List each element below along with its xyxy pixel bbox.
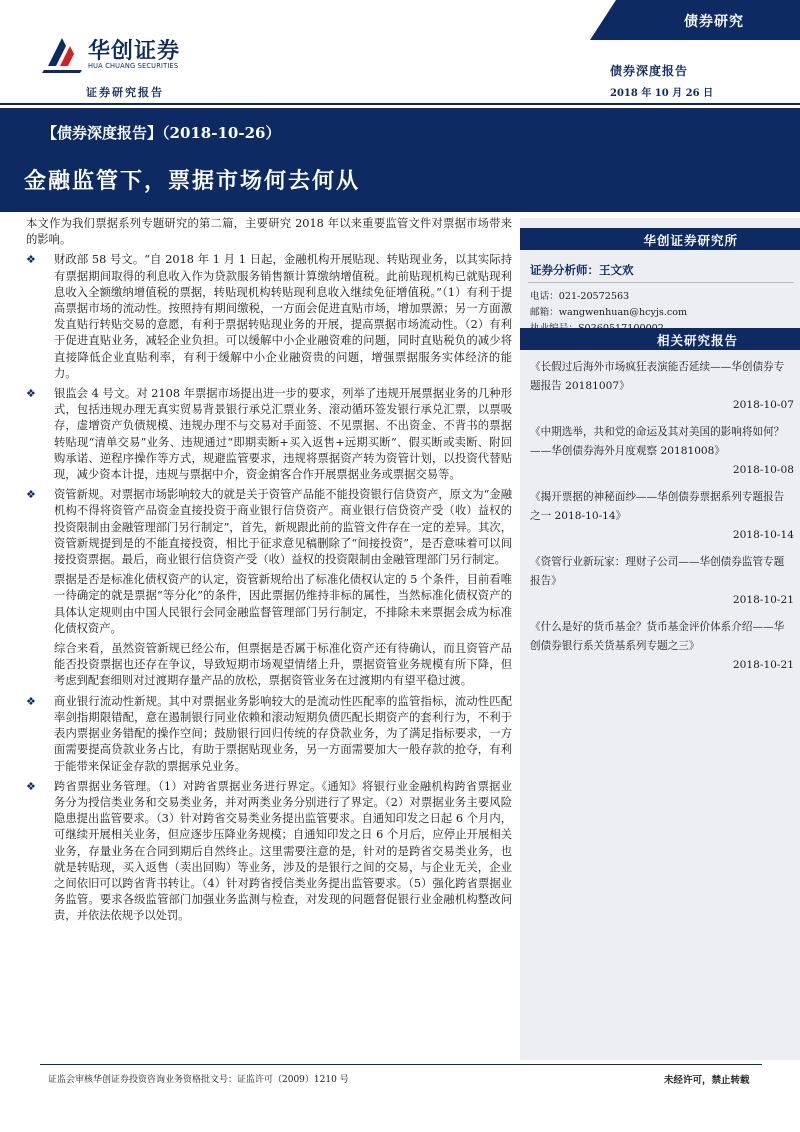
- bullet-item: [26, 487, 512, 689]
- document-date: 2018 年 10 月 26 日: [610, 88, 714, 99]
- analyst-email[interactable]: 邮箱：wangwenhuan@hcyjs.com: [530, 307, 688, 318]
- company-logo: [40, 32, 190, 80]
- report-tag: 【债券深度报告】（2018-10-26）: [42, 124, 281, 142]
- related-report-date: 2018-10-21: [732, 594, 794, 606]
- related-report-title[interactable]: 《什么是好的货币基金？货币基金评价体系介绍——华创债券银行系关货基系列专题之三》: [530, 621, 785, 652]
- related-report-title[interactable]: 《中期选举，共和党的命运及其对美国的影响将如何？——华创债券海外月度观察 20181008》: [530, 426, 785, 457]
- list-item[interactable]: [530, 358, 794, 415]
- related-reports-header: [520, 328, 800, 350]
- bullet-text: 跨省票据业务管理。（1）对跨省票据业务进行界定。《通知》将银行业金融机构跨省票据业务分为授信类业务和交易类业务，并对两类业务分别进行了界定。（2）对票据业务主要风险隐患提出监管要求。（3）针对跨省交易类业务提出监管要求。自通知印发之日起 6 个月内，可继续开展相关业务，但应逐步压降业务规模；自通知印发之日 6 个月后，应停止开展相关业务，存量业务在合同到期后自然终止。这里需要注意的是，针对的是跨省交易类业务，也就是转贴现，买入返售（卖出回购）等业务，涉及的是银行之间的交易，与企业无关，企业之间依旧可以跨省背书转让。（4）针对跨省授信类业务提出监管要求。（5）强化跨省票据业务监管。要求各级监管部门加强业务监测与检查，对发现的问题督促银行业金融机构整改问责，并依法依规予以处罚。: [54, 779, 512, 923]
- diamond-bullet-icon: ❖: [26, 387, 36, 401]
- page-title: 金融监管下，票据市场何去何从: [24, 168, 361, 194]
- top-category-label: 债券研究: [684, 14, 744, 30]
- report-kind: 证券研究报告: [86, 86, 164, 99]
- document-type: 债券深度报告: [610, 64, 689, 78]
- bullet-item: [26, 386, 512, 483]
- list-item[interactable]: [530, 423, 794, 480]
- list-item[interactable]: [530, 488, 794, 545]
- related-report-title[interactable]: 《长假过后海外市场疯狂表演能否延续——华创债券专题报告 20181007》: [530, 361, 785, 392]
- bullet-text: 银监会 4 号文。对 2108 年票据市场提出进一步的要求，列举了违规开展票据业务的几种形式，包括违规办理无真实贸易背景银行承兑汇票业务、滚动循环签发银行承兑汇票，以票吸存，虚增资产负债规模、违规办理不与交易对手面签、不见票据、不出资金、不背书的票据转贴现“清单交易”业务、违规通过“即期卖断+买入返售+远期买断”、假买断或卖断、附回购承诺、逆程序操作等方式，规避监管要求，违规将票据资产转为资管计划，以投资代替贴现，减少资本计提，违规与票据中介，资金掮客合作开展票据业务或票据交易等。: [54, 387, 512, 482]
- related-report-title[interactable]: 《资管行业新玩家：理财子公司——华创债券监管专题报告》: [530, 556, 785, 587]
- list-item[interactable]: [530, 618, 794, 675]
- bullet-text: 票据是否是标准化债权资产的认定，资管新规给出了标准化债权认定的 5 个条件，目前看唯一待确定的就是票据“等分化”的条件，因此票据仍维持非标的属性，当然标准化债权资产的具体认定规则由中国人民银行会同金融监督管理部门另行制定，不排除未来票据会成为标准化债权资产。: [54, 573, 512, 635]
- bullet-item: [26, 779, 512, 925]
- related-reports-list: [530, 358, 794, 683]
- institute-header: [520, 228, 800, 250]
- intro-paragraph: 本文作为我们票据系列专题研究的第二篇，主要研究 2018 年以来重要监管文件对票据市场带来的影响。: [26, 217, 512, 247]
- diamond-bullet-icon: ❖: [26, 779, 36, 793]
- bullet-text: 资管新规。对票据市场影响较大的就是关于资管产品能不能投资银行信贷资产，原文为“金融机构不得将资管产品资金直接投资于商业银行信贷资产。商业银行信贷资产受（收）益权的投资限制由金融管理部门另行制定”，首先，新规跟此前的监管文件存在一定的差异。其次，资管新规提到是的不能直接投资，相比于征求意见稿删除了“间接投资”，是否意味着可以间接投资票据。最后，商业银行信贷资产受（收）益权的投资限制由金融管理部门另行制定。: [54, 488, 512, 567]
- footer-divider: [40, 1064, 762, 1065]
- diamond-bullet-icon: ❖: [26, 694, 36, 708]
- bullet-item: [26, 252, 512, 382]
- related-report-date: 2018-10-21: [732, 659, 794, 671]
- bullet-text: 财政部 58 号文。“自 2018 年 1 月 1 日起，金融机构开展贴现、转贴现业务，以其实际持有票据期间取得的利息收入作为贷款服务销售额计算缴纳增值税。此前贴现机构已就贴现利息收入全额缴纳增值税的票据，转贴现机构转贴现利息收入继续免征增值税。”（1）有利于提高票据市场的流动性。按照持有期间缴税，一方面会促进直贴市场，增加票源；另一方面激发直贴行转贴交易的意愿，有利于票据转贴现业务的开展，提高票据市场流动性。（2）有利于促进直贴业务，减轻企业负担。可以缓解中小企业融资难的问题，同时直贴税负的减少将直接降低企业直贴利率，有利于缓解中小企业融资贵的问题，增强票据服务实体经济的能力。: [54, 253, 512, 380]
- analyst-phone: 电话：021-20572563: [530, 291, 630, 302]
- title-banner: [0, 108, 800, 212]
- bullet-text: 商业银行流动性新规。其中对票据业务影响较大的是流动性匹配率的监管指标，流动性匹配率剑指期限错配，意在遏制银行同业依赖和滚动短期负债匹配长期资产的套利行为，不利于表内票据业务错配的操作空间；鼓励银行回归传统的存贷款业务，为了满足指标要求，一方面需要提高贷款业务占比，有助于票据贴现业务，另一方面需要加大一般存款的抢夺，有利于能带来保证金存款的票据承兑业务。: [54, 694, 512, 773]
- bullet-item: [26, 694, 512, 775]
- list-item[interactable]: [530, 553, 794, 610]
- header-divider: [0, 103, 800, 105]
- related-reports-title: 相关研究报告: [656, 333, 738, 348]
- diamond-bullet-icon: ❖: [26, 488, 36, 502]
- footer-license: 证监会审核华创证券投资咨询业务资格批文号：证监许可（2009）1210 号: [48, 1075, 349, 1085]
- sidebar: [520, 218, 800, 1060]
- footer-copyright: 未经许可，禁止转载: [664, 1075, 750, 1086]
- summary-paragraph: 综合来看，虽然资管新规已经公布，但票据是否属于标准化资产还有待确认，而且资管产品能否投资票据也还存在争议，导致短期市场观望情绪上升，票据资管业务规模有所下降，但考虑到配套细则对过渡期存量产品的放松，票据资管业务在过渡期内有望平稳过渡。: [54, 642, 512, 688]
- related-report-date: 2018-10-07: [732, 399, 794, 411]
- main-text: [26, 216, 512, 929]
- logo-subtitle: HUA CHUANG SECURITIES: [88, 62, 179, 70]
- hcs-logo-icon: [40, 32, 86, 74]
- related-report-date: 2018-10-14: [732, 529, 794, 541]
- analyst-name: 证券分析师：王文欢: [530, 263, 634, 277]
- logo-name: 华创证券: [88, 39, 181, 64]
- diamond-bullet-icon: ❖: [26, 253, 36, 267]
- related-report-title[interactable]: 《揭开票据的神秘面纱——华创债券票据系列专题报告之一 2018-10-14》: [530, 491, 785, 522]
- top-category-tab: [590, 0, 800, 40]
- related-report-date: 2018-10-08: [732, 464, 794, 476]
- analyst-divider: [528, 282, 794, 283]
- institute-name: 华创证券研究所: [643, 233, 738, 248]
